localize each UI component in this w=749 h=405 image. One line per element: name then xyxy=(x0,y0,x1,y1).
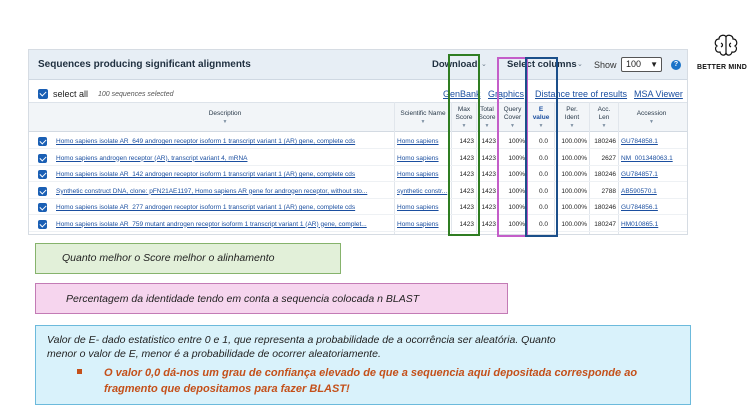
table-row xyxy=(29,151,687,166)
row-e: 0.0 xyxy=(538,171,548,178)
row-accession-link[interactable]: HM010865.1 xyxy=(621,220,659,228)
row-cover: 100% xyxy=(508,220,525,228)
score-note: Quanto melhor o Score melhor o alinhamento xyxy=(35,243,341,274)
logo-text: BETTER MIND xyxy=(697,64,748,71)
row-description-link[interactable]: Homo sapiens isolate AR_649 androgen receptor isoform 1 transcript variant 1 (AR) gene, complete cds xyxy=(56,138,356,145)
col-query-cover[interactable]: Query Cover ▼ xyxy=(503,106,522,129)
row-e: 0.0 xyxy=(538,154,548,162)
row-description-link[interactable]: Homo sapiens isolate AR_277 androgen receptor isoform 1 transcript variant 1 (AR) gene, complete cds xyxy=(56,204,356,211)
row-ident: 100.00% xyxy=(561,171,587,178)
row-scientific-name-link[interactable]: Homo sapiens xyxy=(397,171,439,178)
row-max: 1423 xyxy=(459,171,474,178)
row-checkbox[interactable] xyxy=(38,170,47,179)
row-max: 1423 xyxy=(459,204,474,211)
col-scientific-name[interactable]: Scientific Name ▼ xyxy=(400,110,446,125)
row-len: 2788 xyxy=(601,187,616,195)
table-row xyxy=(29,167,687,182)
score-highlight-box xyxy=(448,54,480,236)
row-e: 0.0 xyxy=(538,220,548,228)
identity-note: Percentagem da identidade tendo em conta a sequencia colocada n BLAST xyxy=(35,283,508,314)
download-menu[interactable]: Download xyxy=(432,59,478,70)
row-len: 180246 xyxy=(594,204,616,211)
row-total: 1423 xyxy=(481,204,496,211)
row-total: 1423 xyxy=(481,187,496,195)
table-row xyxy=(29,200,687,215)
graphics-link[interactable]: Graphics xyxy=(488,89,525,99)
show-count-value: 100 xyxy=(626,59,642,69)
row-cover: 100% xyxy=(508,204,525,211)
table-row xyxy=(29,217,687,232)
row-checkbox[interactable] xyxy=(38,203,47,212)
row-total: 1423 xyxy=(481,171,496,178)
panel-header xyxy=(29,50,687,80)
distance-tree-link[interactable]: Distance tree of results xyxy=(535,89,628,99)
row-e: 0.0 xyxy=(538,138,548,145)
row-checkbox[interactable] xyxy=(38,220,47,229)
row-total: 1423 xyxy=(481,220,496,228)
row-checkbox[interactable] xyxy=(38,154,47,163)
table-row xyxy=(29,134,687,149)
row-scientific-name-link[interactable]: Homo sapiens xyxy=(397,138,439,145)
row-accession-link[interactable]: GU784856.1 xyxy=(621,204,658,211)
row-len: 180246 xyxy=(594,171,616,178)
msa-viewer-link[interactable]: MSA Viewer xyxy=(634,89,683,99)
row-description-link[interactable]: Synthetic construct DNA, clone: pFN21AE1197, Homo sapiens AR gene for androgen receptor, without sto... xyxy=(56,187,368,195)
e-value-bullet: O valor 0,0 dá-nos um grau de confiança elevado de que a sequencia aqui depositada corresponde ao fragmento que depositamos para fazer BLAST! xyxy=(47,365,690,397)
panel-title: Sequences producing significant alignments xyxy=(38,59,251,70)
selected-count: 100 sequences selected xyxy=(98,91,174,98)
row-e: 0.0 xyxy=(538,187,548,195)
blast-results-panel xyxy=(28,49,688,235)
row-ident: 100.00% xyxy=(561,220,587,228)
genbank-link[interactable]: GenBank xyxy=(443,89,481,99)
table-row xyxy=(29,184,687,199)
row-checkbox[interactable] xyxy=(38,137,47,146)
row-cover: 100% xyxy=(508,171,525,178)
row-checkbox[interactable] xyxy=(38,187,47,196)
row-accession-link[interactable]: AB590570.1 xyxy=(621,187,657,195)
row-total: 1423 xyxy=(481,138,496,145)
show-label: Show xyxy=(594,60,617,70)
col-acc-len[interactable]: Acc. Len ▼ xyxy=(597,106,611,129)
row-accession-link[interactable]: NM_001348063.1 xyxy=(621,154,673,162)
chevron-down-icon[interactable]: ⌄ xyxy=(577,61,583,68)
row-scientific-name-link[interactable]: Homo sapiens xyxy=(397,220,439,228)
row-e: 0.0 xyxy=(538,204,548,211)
row-max: 1423 xyxy=(459,187,474,195)
row-max: 1423 xyxy=(459,138,474,145)
row-max: 1423 xyxy=(459,220,474,228)
row-scientific-name-link[interactable]: Homo sapiens xyxy=(397,204,439,211)
col-max-score[interactable]: Max Score ▼ xyxy=(455,106,473,129)
row-description-link[interactable]: Homo sapiens isolate AR_142 androgen receptor isoform 1 transcript variant 1 (AR) gene, complete cds xyxy=(56,171,356,178)
col-accession[interactable]: Accession ▼ xyxy=(636,110,667,125)
row-total: 1423 xyxy=(481,154,496,162)
row-description-link[interactable]: Homo sapiens isolate AR_759 mutant androgen receptor isoform 1 transcript variant 1 (AR) gene, complet... xyxy=(56,220,367,228)
row-ident: 100.00% xyxy=(561,187,587,195)
col-e-value[interactable]: E value ▼ xyxy=(532,106,550,129)
select-columns-menu[interactable]: Select columns xyxy=(507,59,577,70)
row-max: 1423 xyxy=(459,154,474,162)
row-len: 2627 xyxy=(601,154,616,162)
row-cover: 100% xyxy=(508,154,525,162)
select-all-label[interactable]: select all xyxy=(53,89,89,99)
col-total-score[interactable]: Total Score ▼ xyxy=(478,106,496,129)
row-description-link[interactable]: Homo sapiens androgen receptor (AR), transcript variant 4, mRNA xyxy=(56,154,248,162)
row-ident: 100.00% xyxy=(561,138,587,145)
row-len: 180247 xyxy=(594,220,616,228)
bullet-square-icon xyxy=(77,369,82,374)
show-count-select[interactable] xyxy=(621,57,662,72)
help-icon[interactable]: ? xyxy=(671,60,681,70)
row-ident: 100.00% xyxy=(561,154,587,162)
query-cover-highlight-box xyxy=(497,57,528,237)
col-description[interactable]: Description ▼ xyxy=(208,110,242,125)
select-all-checkbox[interactable] xyxy=(38,89,48,99)
e-value-highlight-box xyxy=(525,57,558,237)
row-accession-link[interactable]: GU784857.1 xyxy=(621,171,658,178)
col-per-ident[interactable]: Per. Ident ▼ xyxy=(564,106,580,129)
row-ident: 100.00% xyxy=(561,204,587,211)
row-cover: 100% xyxy=(508,138,525,145)
row-scientific-name-link[interactable]: Homo sapiens xyxy=(397,154,439,162)
row-len: 180246 xyxy=(594,138,616,145)
row-accession-link[interactable]: GU784858.1 xyxy=(621,138,658,145)
row-scientific-name-link[interactable]: synthetic constr... xyxy=(397,187,448,195)
chevron-down-icon[interactable]: ⌄ xyxy=(481,61,487,68)
e-value-note: Valor de E- dado estatistico entre 0 e 1, que representa a probabilidade de a ocorrência ser aleatória. Quanto menor o valor de E, menor é a probabilidade de ocorrer aleatoriamente. O valor 0,0 dá-nos um grau de confiança elevado de que a sequencia aqui depositada corresponde ao fragmento que depositamos para fazer BLAST! xyxy=(35,325,691,405)
row-cover: 100% xyxy=(508,187,525,195)
chevron-down-icon: ▼ xyxy=(650,60,658,69)
